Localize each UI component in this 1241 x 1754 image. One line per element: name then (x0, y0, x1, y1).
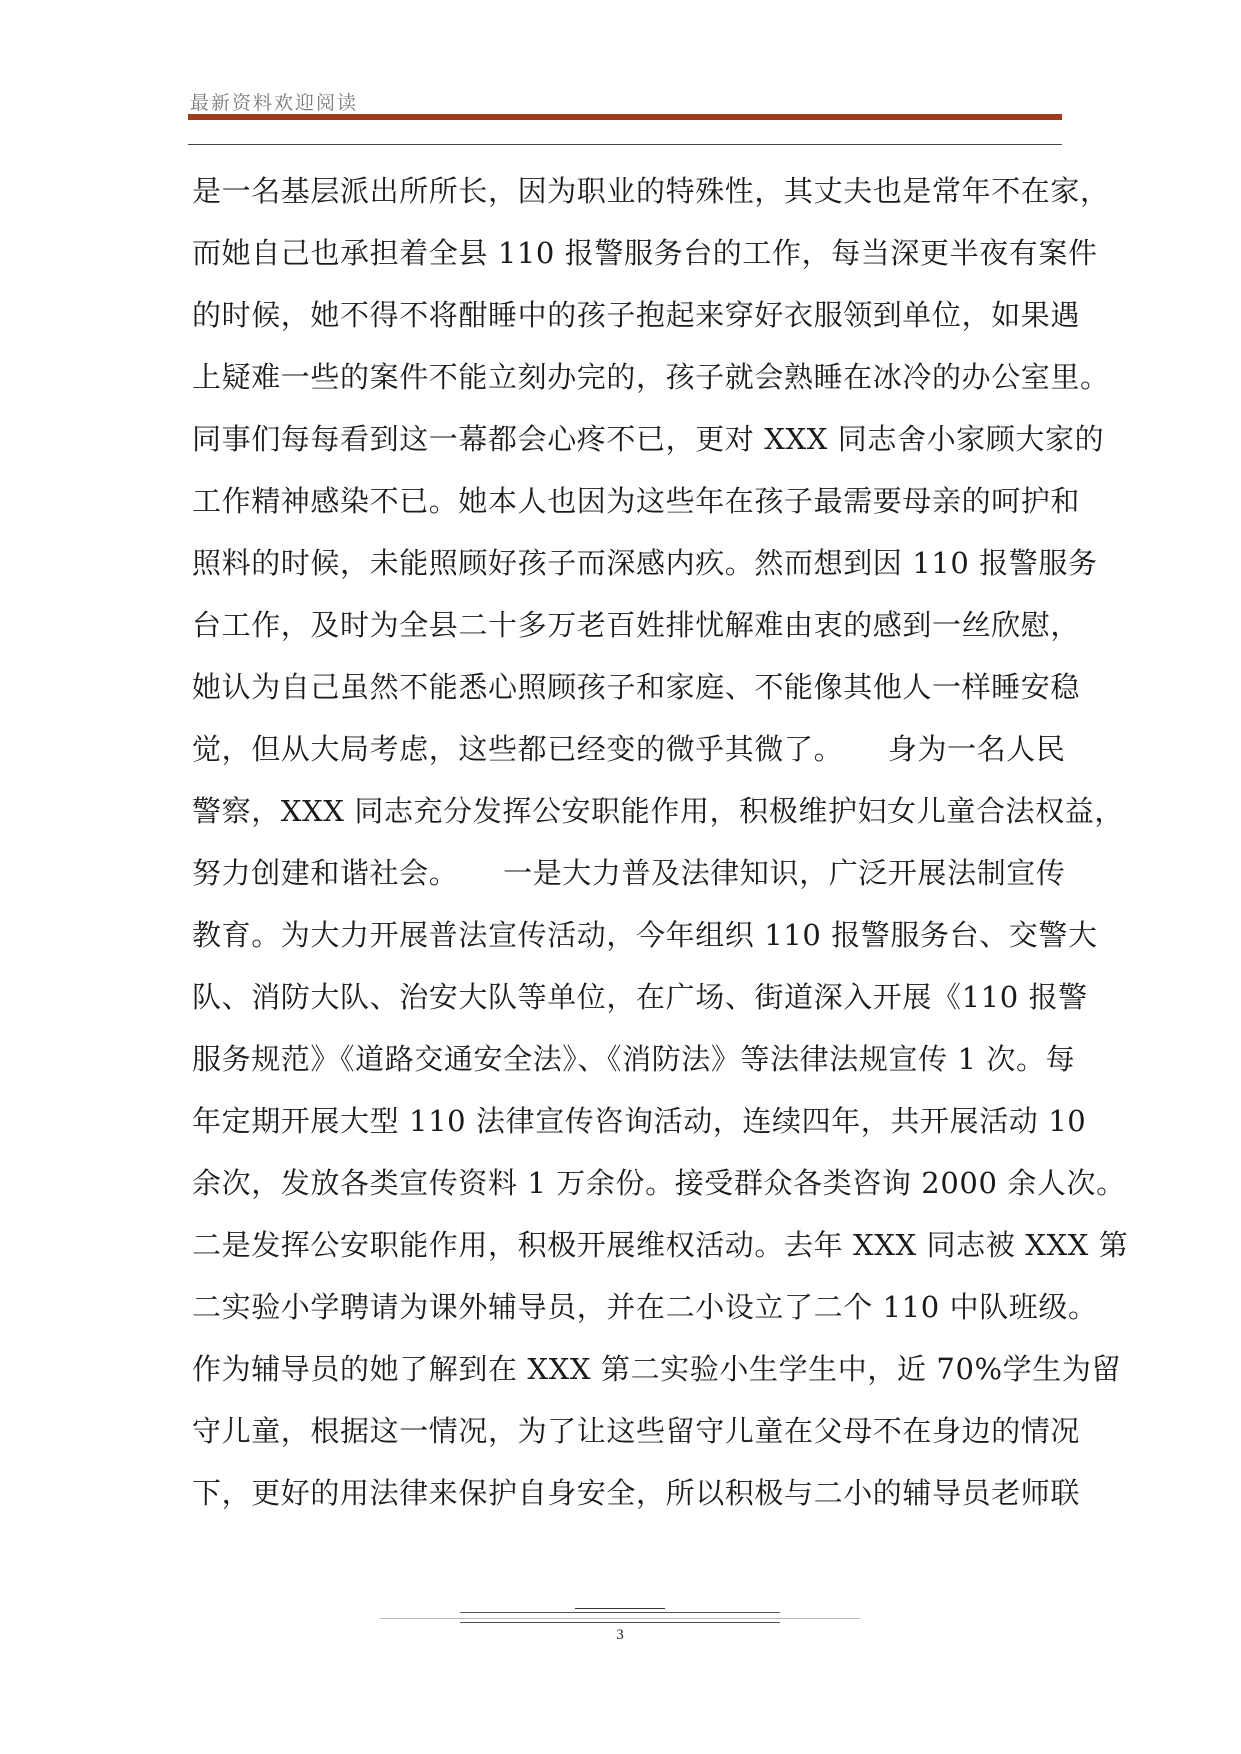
page-number: 3 (616, 1627, 624, 1643)
running-header: 最新资料欢迎阅读 (190, 92, 359, 114)
header-rule-thin (188, 144, 1062, 145)
text-line: 而她自己也承担着全县 110 报警服务台的工作，每当深更半夜有案件 (192, 236, 1098, 270)
text-line: 工作精神感染不已。她本人也因为这些年在孩子最需要母亲的呵护和 (192, 484, 1081, 518)
footer-rule-outer (380, 1618, 860, 1619)
text-line: 警察，XXX 同志充分发挥公安职能作用，积极维护妇女儿童合法权益， (192, 794, 1124, 828)
text-line: 台工作，及时为全县二十多万老百姓排忧解难由衷的感到一丝欣慰， (192, 608, 1081, 642)
text-line: 守儿童，根据这一情况，为了让这些留守儿童在父母不在身边的情况 (192, 1414, 1081, 1448)
text-line: 同事们每每看到这一幕都会心疼不已，更对 XXX 同志舍小家顾大家的 (192, 422, 1105, 456)
text-line: 是一名基层派出所所长，因为职业的特殊性，其丈夫也是常年不在家， (192, 174, 1110, 208)
body-text (192, 160, 1129, 1524)
header-rule-thick (188, 114, 1062, 120)
text-line: 二实验小学聘请为课外辅导员，并在二小设立了二个 110 中队班级。 (192, 1290, 1098, 1324)
text-line: 照料的时候，未能照顾好孩子而深感内疚。然而想到因 110 报警服务 (192, 546, 1098, 580)
text-line: 觉，但从大局考虑，这些都已经变的微乎其微了。 身为一名人民 (192, 732, 1066, 766)
text-line: 服务规范》《道路交通安全法》、《消防法》等法律法规宣传 1 次。每 (192, 1042, 1076, 1076)
text-line: 二是发挥公安职能作用，积极开展维权活动。去年 XXX 同志被 XXX 第 (192, 1228, 1129, 1262)
text-line: 作为辅导员的她了解到在 XXX 第二实验小生学生中，近 70%学生为留 (192, 1352, 1122, 1386)
text-line: 上疑难一些的案件不能立刻办完的，孩子就会熟睡在冰冷的办公室里。 (192, 360, 1110, 394)
footer-rule-inner (575, 1608, 665, 1609)
text-line: 年定期开展大型 110 法律宣传咨询活动，连续四年，共开展活动 10 (192, 1104, 1087, 1138)
text-line: 努力创建和谐社会。 一是大力普及法律知识，广泛开展法制宣传 (192, 856, 1066, 890)
footer-rule-mid (460, 1612, 780, 1613)
footer-rule-lower (460, 1622, 780, 1623)
text-line: 余次，发放各类宣传资料 1 万余份。接受群众各类咨询 2000 余人次。 (192, 1166, 1126, 1200)
text-line: 她认为自己虽然不能悉心照顾孩子和家庭、不能像其他人一样睡安稳 (192, 670, 1081, 704)
text-line: 教育。为大力开展普法宣传活动，今年组织 110 报警服务台、交警大 (192, 918, 1098, 952)
text-line: 下，更好的用法律来保护自身安全，所以积极与二小的辅导员老师联 (192, 1476, 1081, 1510)
text-line: 的时候，她不得不将酣睡中的孩子抱起来穿好衣服领到单位，如果遇 (192, 298, 1081, 332)
text-line: 队、消防大队、治安大队等单位，在广场、街道深入开展《110 报警 (192, 980, 1088, 1014)
